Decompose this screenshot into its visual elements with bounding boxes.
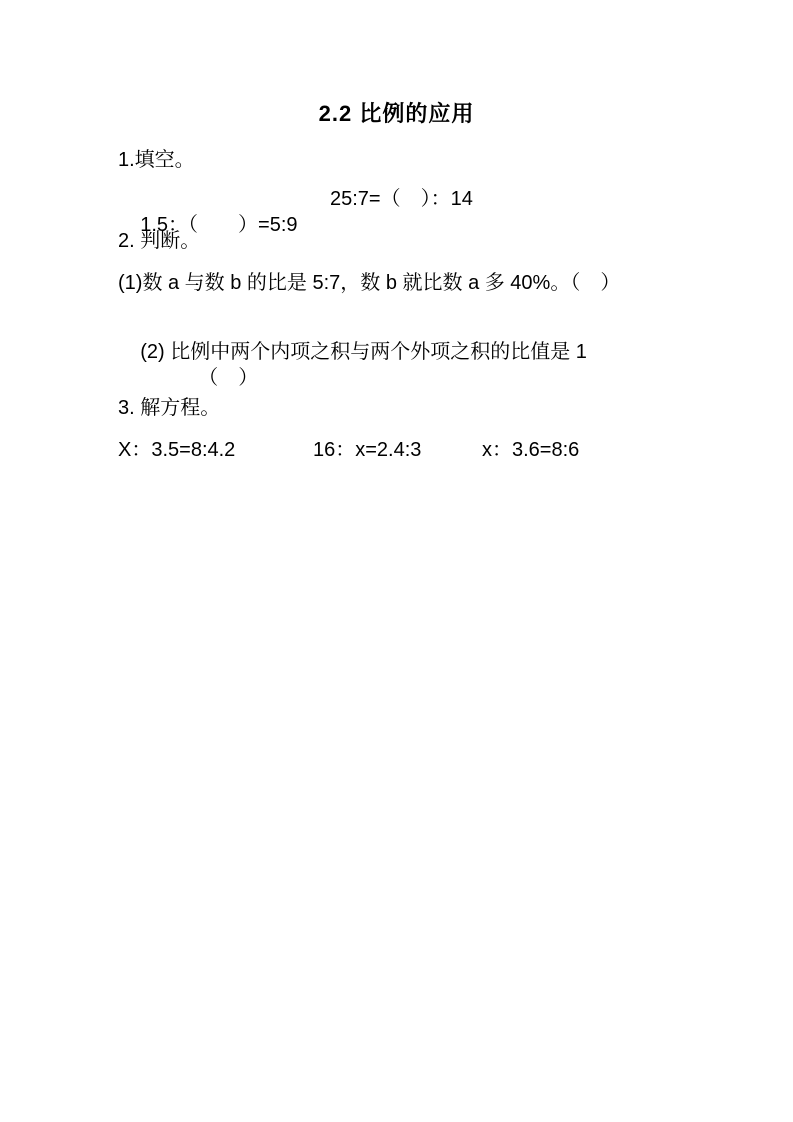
fill-blank-problem-2: 25:7=（ ）：14 <box>330 188 473 210</box>
equations-line <box>118 437 733 567</box>
judge-item-2-statement: (2) 比例中两个内项之积与两个外项之积的比值是 1 <box>140 341 587 363</box>
section-2-heading: 2. 判断。 <box>118 230 201 252</box>
section-3-heading: 3. 解方程。 <box>118 397 221 419</box>
section-1-heading: 1.填空。 <box>118 149 195 171</box>
worksheet-title: 2.2 比例的应用 <box>318 101 475 126</box>
equation-1: X：3.5=8:4.2 <box>118 439 236 461</box>
equation-2: 16：x=2.4:3 <box>313 439 422 461</box>
fill-blank-problem-1: 1.5：（ ）=5:9 <box>140 214 298 236</box>
judge-item-1: (1)数 a 与数 b 的比是 5:7，数 b 就比数 a 多 40%。（ ） <box>118 272 621 294</box>
equation-3: x：3.6=8:6 <box>482 439 580 461</box>
judge-item-2-answer-blank: （ ） <box>198 367 259 389</box>
